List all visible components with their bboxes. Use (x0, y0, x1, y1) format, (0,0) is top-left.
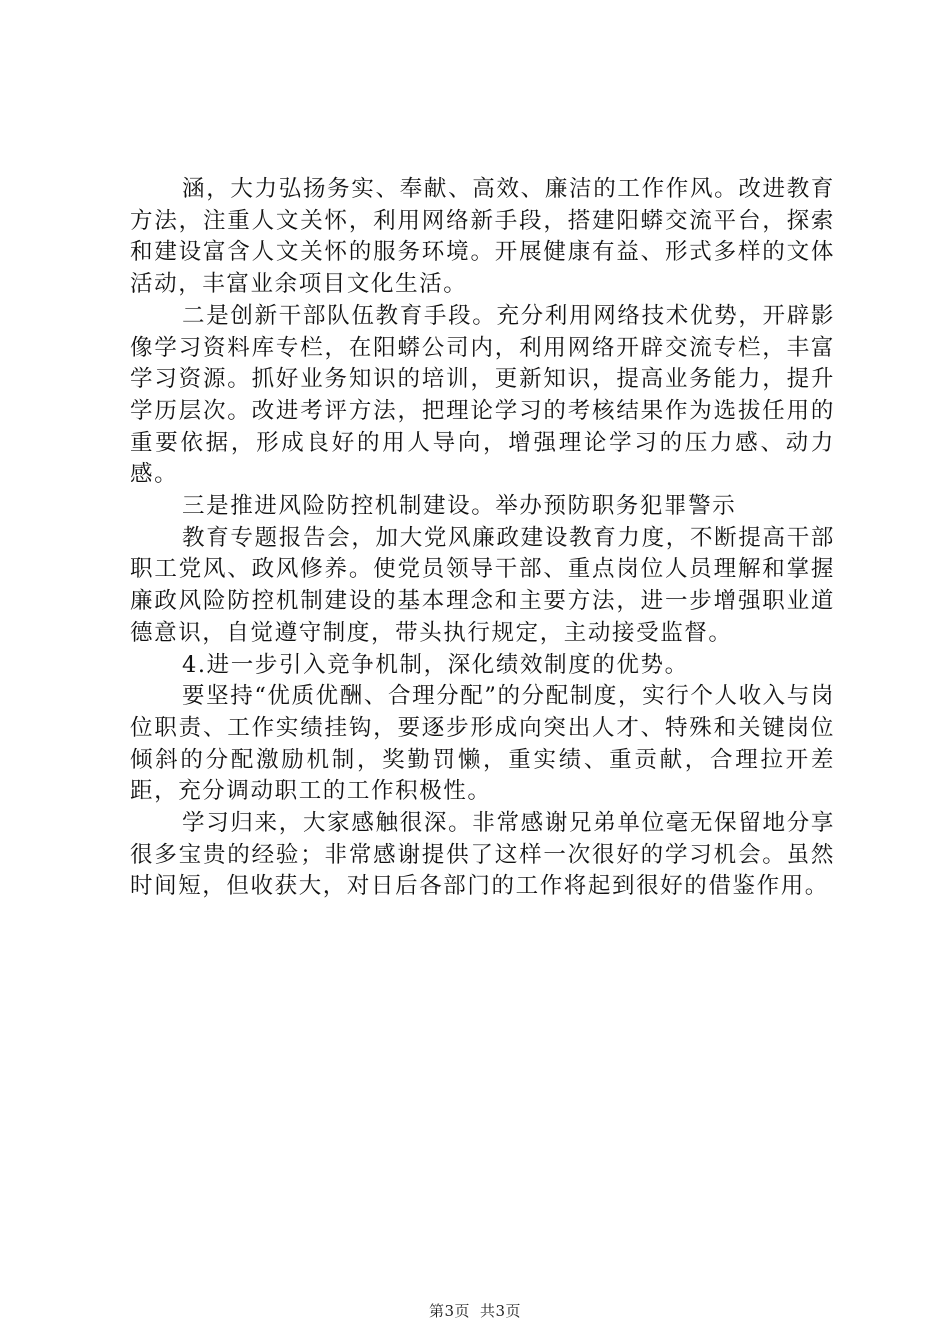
document-body (130, 174, 835, 903)
paragraph: 三是推进风险防控机制建设。举办预防职务犯罪警示 (182, 493, 737, 520)
paragraph: 二是创新干部队伍教育手段。充分利用网络技术优势，开辟影像学习资料库专栏，在阳蟒公司内，利用网络开辟交流专栏，丰富学习资源。抓好业务知识的培训，更新知识，提高业务能力，提升学历层次。改进考评方法，把理论学习的考核结果作为选拔任用的重要依据，形成良好的用人导向，增强理论学习的压力感、动力感。 (130, 302, 835, 488)
section-heading: 4.进一步引入竞争机制，深化绩效制度的优势。 (182, 651, 689, 678)
paragraph: 教育专题报告会，加大党风廉政建设教育力度，不断提高干部职工党风、政风修养。使党员领导干部、重点岗位人员理解和掌握廉政风险防控机制建设的基本理念和主要方法，进一步增强职业道德意识，自觉遵守制度，带头执行规定，主动接受监督。 (130, 524, 835, 646)
page-footer (0, 1300, 950, 1321)
page-total: 共3页 (480, 1302, 522, 1320)
paragraph: 要坚持“优质优酬、合理分配”的分配制度，实行个人收入与岗位职责、工作实绩挂钩，要逐步形成向突出人才、特殊和关键岗位倾斜的分配激励机制，奖勤罚懒，重实绩、重贡献，合理拉开差距，充分调动职工的工作积极性。 (130, 683, 835, 805)
paragraph: 学习归来，大家感触很深。非常感谢兄弟单位毫无保留地分享很多宝贵的经验；非常感谢提供了这样一次很好的学习机会。虽然时间短，但收获大，对日后各部门的工作将起到很好的借鉴作用。 (130, 810, 835, 900)
page-number: 第3页 (428, 1302, 470, 1320)
paragraph: 涵，大力弘扬务实、奉献、高效、廉洁的工作作风。改进教育方法，注重人文关怀，利用网络新手段，搭建阳蟒交流平台，探索和建设富含人文关怀的服务环境。开展健康有益、形式多样的文体活动，丰富业余项目文化生活。 (130, 176, 835, 298)
